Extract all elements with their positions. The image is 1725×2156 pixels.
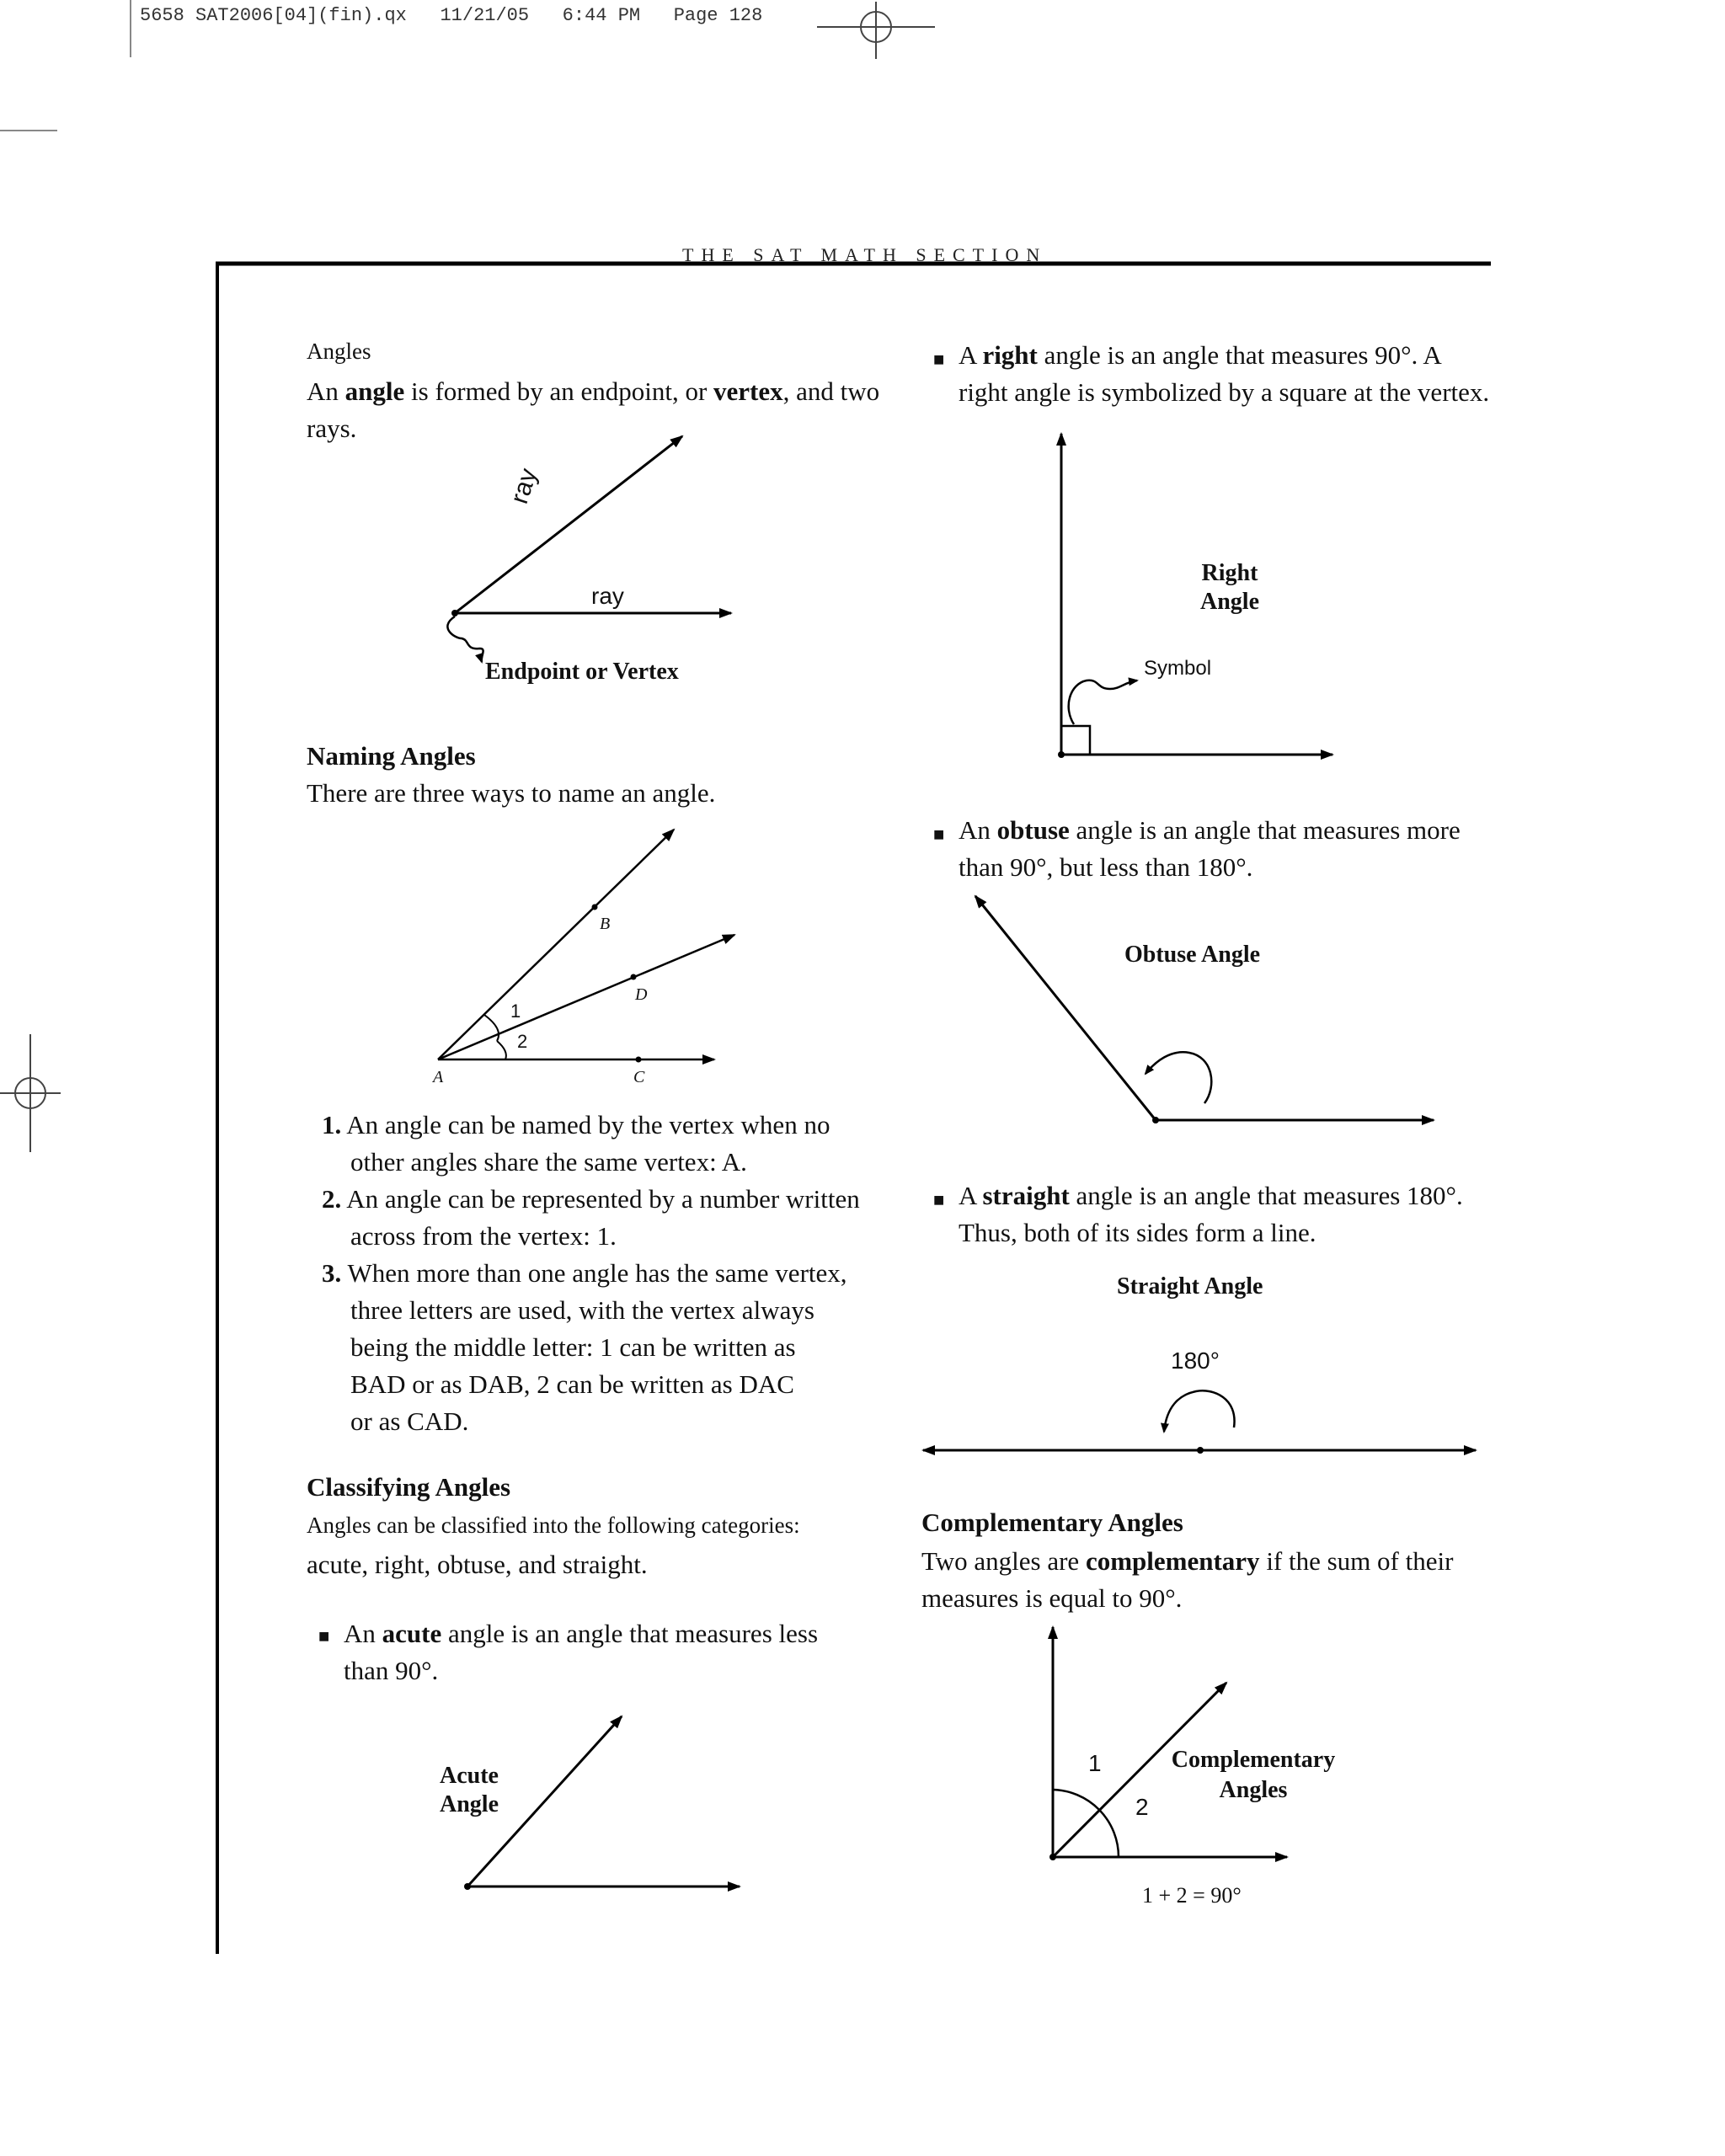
naming-rule-2-l1: An angle can be represented by a number written: [341, 1184, 860, 1214]
naming-rule-2-num: 2.: [322, 1184, 342, 1214]
obtuse-angle-figure: [975, 896, 1434, 1123]
point-b-label: B: [600, 915, 611, 933]
acute-angle-figure: [464, 1716, 740, 1890]
comp-angle-1-label: 1: [1088, 1750, 1102, 1776]
straight-term: straight: [982, 1181, 1070, 1210]
angle-2-label: 2: [517, 1031, 528, 1052]
complementary-line2: measures is equal to 90°.: [921, 1583, 1183, 1613]
naming-rule-1-num: 1.: [322, 1110, 342, 1139]
naming-rule-3-l1: When more than one angle has the same vertex,: [341, 1258, 847, 1288]
acute-post: angle is an angle that measures less: [441, 1619, 819, 1648]
right-angle-label-1: Right: [1201, 560, 1258, 586]
acute-line2: than 90°.: [344, 1656, 439, 1685]
naming-rule-1-l1: An angle can be named by the vertex when no: [341, 1110, 830, 1139]
naming-rule-3: [322, 1255, 911, 1440]
angles-term-vertex: vertex: [713, 376, 783, 406]
running-header: THE SAT MATH SECTION: [682, 244, 1048, 265]
naming-rules-list: [322, 1107, 911, 1440]
straight-angle-figure: [923, 1390, 1476, 1454]
straight-pre: A: [959, 1181, 983, 1210]
complementary-heading: Complementary Angles: [921, 1508, 1183, 1537]
angle-1-label: 1: [510, 1001, 521, 1022]
straight-line2: Thus, both of its sides form a line.: [959, 1218, 1316, 1247]
angles-intro: [307, 373, 913, 447]
right-angle-definition: [959, 337, 1565, 411]
naming-rule-3-l3: being the middle letter: 1 can be written as: [350, 1332, 796, 1362]
acute-angle-label-2: Angle: [440, 1791, 499, 1817]
complementary-definition: [921, 1543, 1562, 1617]
complementary-angles-label: [1169, 1745, 1338, 1806]
obtuse-bullet: ■: [933, 824, 945, 845]
naming-angles-figure: [438, 830, 734, 1063]
right-line2: right angle is symbolized by a square at the vertex.: [959, 377, 1490, 407]
print-slug: 5658 SAT2006[04](fin).qx 11/21/05 6:44 PM Page 128: [140, 5, 763, 26]
symbol-label: Symbol: [1144, 657, 1212, 680]
right-angle-figure: [1058, 434, 1332, 758]
obtuse-term: obtuse: [996, 815, 1070, 845]
acute-bullet: ■: [318, 1625, 330, 1646]
obtuse-line2: than 90°, but less than 180°.: [959, 852, 1253, 882]
classifying-line-1: Angles can be classified into the following categories:: [307, 1513, 800, 1538]
angles-intro-pre: An: [307, 376, 345, 406]
right-angle-label: [1196, 559, 1263, 616]
right-angle-label-2: Angle: [1200, 589, 1259, 615]
obtuse-angle-label: Obtuse Angle: [1124, 942, 1261, 968]
obtuse-pre: An: [959, 815, 997, 845]
acute-angle-label-1: Acute: [440, 1763, 499, 1789]
right-pre: A: [959, 340, 983, 370]
point-d-label: D: [635, 985, 648, 1004]
angles-intro-line2: rays.: [307, 414, 357, 443]
obtuse-post: angle is an angle that measures more: [1069, 815, 1461, 845]
naming-rule-3-num: 3.: [322, 1258, 342, 1288]
complementary-term: complementary: [1085, 1546, 1260, 1576]
acute-pre: An: [344, 1619, 382, 1648]
straight-angle-label: Straight Angle: [1117, 1273, 1263, 1299]
straight-bullet: ■: [933, 1189, 945, 1210]
complementary-equation: 1 + 2 = 90°: [1142, 1883, 1242, 1908]
angle-figure: [447, 436, 731, 662]
complementary-angles-label-2: Angles: [1219, 1777, 1288, 1803]
straight-definition: [959, 1177, 1565, 1251]
naming-angles-intro: There are three ways to name an angle.: [307, 778, 716, 808]
angles-heading: Angles: [307, 339, 371, 364]
point-c-label: C: [633, 1068, 645, 1086]
naming-angles-heading: Naming Angles: [307, 741, 476, 771]
naming-rule-2: [322, 1181, 911, 1255]
right-term: right: [982, 340, 1038, 370]
angles-intro-post: , and two: [782, 376, 880, 406]
ray-label: ray: [591, 583, 624, 609]
right-bullet: ■: [933, 349, 945, 370]
angles-intro-mid: is formed by an endpoint, or: [404, 376, 714, 406]
classifying-angles-heading: Classifying Angles: [307, 1472, 511, 1502]
obtuse-definition: [959, 812, 1565, 886]
acute-term: acute: [382, 1619, 442, 1648]
vertex-label: Endpoint or Vertex: [485, 659, 679, 685]
ray-label-rotated: ray: [505, 465, 543, 508]
naming-rule-1-l2: other angles share the same vertex: A.: [350, 1147, 747, 1177]
point-a-label: A: [433, 1068, 444, 1086]
straight-degree-label: 180°: [1171, 1348, 1220, 1374]
angles-term-angle: angle: [344, 376, 405, 406]
naming-rule-3-l4: BAD or as DAB, 2 can be written as DAC: [350, 1369, 794, 1399]
acute-angle-label: [440, 1762, 499, 1819]
straight-post: angle is an angle that measures 180°.: [1069, 1181, 1463, 1210]
right-post: angle is an angle that measures 90°. A: [1037, 340, 1442, 370]
classifying-line-2: acute, right, obtuse, and straight.: [307, 1550, 648, 1579]
acute-definition: [344, 1615, 900, 1689]
naming-rule-3-l5: or as CAD.: [350, 1406, 469, 1436]
naming-rule-1: [322, 1107, 911, 1181]
comp-angle-2-label: 2: [1135, 1794, 1149, 1820]
naming-rule-3-l2: three letters are used, with the vertex always: [350, 1295, 814, 1325]
complementary-pre: Two angles are: [921, 1546, 1086, 1576]
complementary-post: if the sum of their: [1259, 1546, 1454, 1576]
complementary-angles-figure: [1049, 1627, 1287, 1860]
naming-rule-2-l2: across from the vertex: 1.: [350, 1221, 617, 1251]
complementary-angles-label-1: Complementary: [1171, 1747, 1336, 1773]
